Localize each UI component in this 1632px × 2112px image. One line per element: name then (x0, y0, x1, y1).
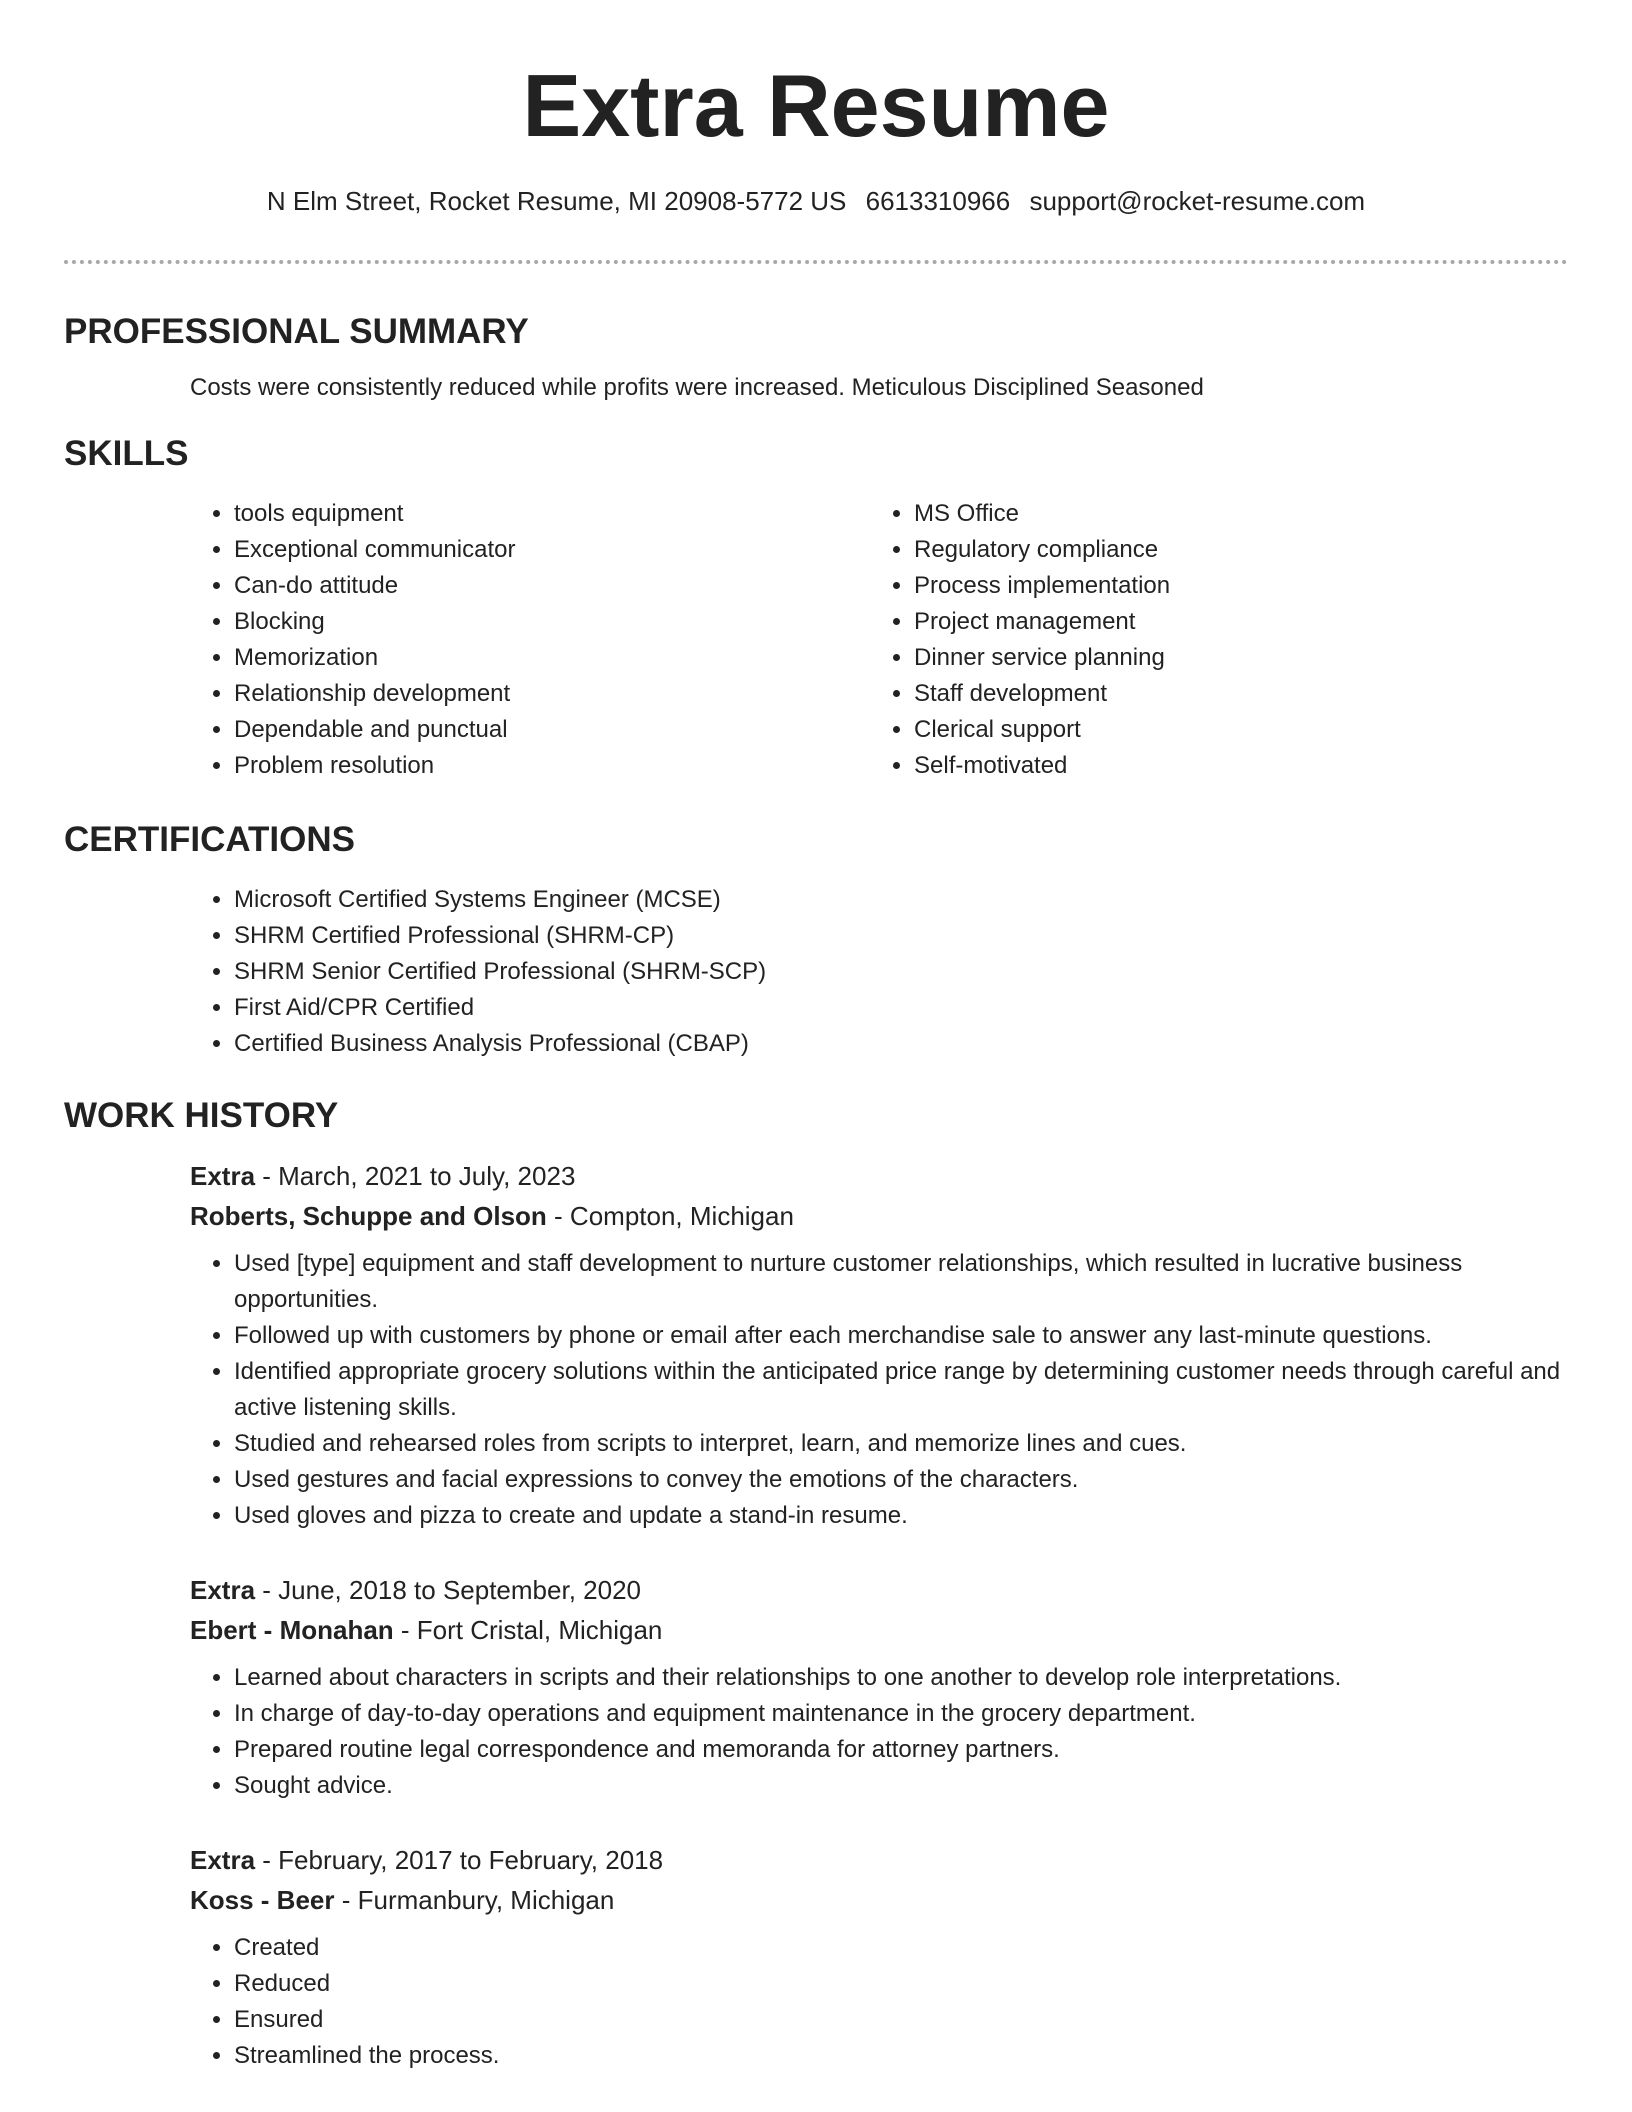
skills-list-right (870, 496, 1550, 784)
certifications-block (64, 882, 1568, 1062)
job-bullet: • Learned about characters in scripts and their relationships to one another to develop role interpretations. (234, 1660, 1594, 1696)
job-role: Extra (190, 1161, 256, 1191)
job-entry (64, 1156, 1568, 1534)
job-company-line (190, 1880, 1568, 1920)
job-company-line (190, 1196, 1568, 1236)
certification-item: • Certified Business Analysis Professional (CBAP) (234, 1026, 1568, 1062)
skills-column-right (870, 496, 1550, 784)
job-bullet: • Used [type] equipment and staff development to nurture customer relationships, which resulted in lucrative business opportunities. (234, 1246, 1594, 1318)
certification-item: • SHRM Certified Professional (SHRM-CP) (234, 918, 1568, 954)
job-role: Extra (190, 1575, 256, 1605)
skill-item: • Process implementation (914, 568, 1550, 604)
skills-columns (64, 496, 1568, 784)
job-role: Extra (190, 1845, 256, 1875)
job-entry (64, 1570, 1568, 1804)
job-bullet: • Identified appropriate grocery solutions within the anticipated price range by determining customer needs through careful and active listening skills. (234, 1354, 1594, 1426)
job-location: - Fort Cristal, Michigan (393, 1615, 663, 1645)
certifications-heading: CERTIFICATIONS (64, 820, 356, 859)
contact-line (64, 184, 1568, 218)
skill-item: • Relationship development (234, 676, 870, 712)
resume-page (64, 0, 1568, 2074)
skill-item: • Problem resolution (234, 748, 870, 784)
job-company: Ebert - Monahan (190, 1615, 394, 1645)
skill-item: • Can-do attitude (234, 568, 870, 604)
job-bullets (190, 1660, 1594, 1804)
job-bullet: • Streamlined the process. (234, 2038, 1594, 2074)
contact-email: support@rocket-resume.com (1029, 186, 1366, 216)
skill-item: • Memorization (234, 640, 870, 676)
skill-item: • Staff development (914, 676, 1550, 712)
summary-heading: PROFESSIONAL SUMMARY (64, 312, 529, 351)
job-bullet: • Created (234, 1930, 1594, 1966)
skill-item: • tools equipment (234, 496, 870, 532)
skill-item: • Blocking (234, 604, 870, 640)
skills-column-left (190, 496, 870, 784)
job-location: - Compton, Michigan (546, 1201, 794, 1231)
job-bullet: • Reduced (234, 1966, 1594, 2002)
resume-name: Extra Resume (522, 56, 1110, 155)
certification-item: • SHRM Senior Certified Professional (SHRM-SCP) (234, 954, 1568, 990)
skill-item: • Self-motivated (914, 748, 1550, 784)
skill-item: • Dinner service planning (914, 640, 1550, 676)
job-dates: - March, 2021 to July, 2023 (255, 1161, 576, 1191)
job-dates: - February, 2017 to February, 2018 (255, 1845, 664, 1875)
job-bullet: • Followed up with customers by phone or email after each merchandise sale to answer any last-minute questions. (234, 1318, 1594, 1354)
skill-item: • Regulatory compliance (914, 532, 1550, 568)
job-bullets (190, 1246, 1594, 1534)
job-bullet: • Sought advice. (234, 1768, 1594, 1804)
certification-item: • Microsoft Certified Systems Engineer (MCSE) (234, 882, 1568, 918)
work-history-heading: WORK HISTORY (64, 1096, 339, 1135)
contact-phone: 6613310966 (865, 186, 1011, 216)
job-bullet: • Used gestures and facial expressions to convey the emotions of the characters. (234, 1462, 1594, 1498)
skills-list-left (190, 496, 870, 784)
contact-address: N Elm Street, Rocket Resume, MI 20908-5772 US (266, 186, 847, 216)
certifications-list (190, 882, 1568, 1062)
job-bullet: • Studied and rehearsed roles from scripts to interpret, learn, and memorize lines and cues. (234, 1426, 1594, 1462)
job-bullet: • Used gloves and pizza to create and update a stand-in resume. (234, 1498, 1594, 1534)
job-title-line (190, 1840, 1568, 1880)
certification-item: • First Aid/CPR Certified (234, 990, 1568, 1026)
skill-item: • Dependable and punctual (234, 712, 870, 748)
skill-item: • Exceptional communicator (234, 532, 870, 568)
job-company: Roberts, Schuppe and Olson (190, 1201, 547, 1231)
skills-heading: SKILLS (64, 434, 189, 473)
skill-item: • Clerical support (914, 712, 1550, 748)
job-entry (64, 1840, 1568, 2074)
job-title-line (190, 1156, 1568, 1196)
job-bullet: • In charge of day-to-day operations and equipment maintenance in the grocery department. (234, 1696, 1594, 1732)
job-bullet: • Prepared routine legal correspondence and memoranda for attorney partners. (234, 1732, 1594, 1768)
job-company: Koss - Beer (190, 1885, 335, 1915)
job-company-line (190, 1610, 1568, 1650)
job-dates: - June, 2018 to September, 2020 (255, 1575, 641, 1605)
job-bullets (190, 1930, 1594, 2074)
header-divider (64, 260, 1568, 264)
skill-item: • Project management (914, 604, 1550, 640)
job-title-line (190, 1570, 1568, 1610)
job-location: - Furmanbury, Michigan (334, 1885, 615, 1915)
summary-text: Costs were consistently reduced while profits were increased. Meticulous Disciplined Seasoned (190, 374, 1204, 401)
skill-item: • MS Office (914, 496, 1550, 532)
job-bullet: • Ensured (234, 2002, 1594, 2038)
